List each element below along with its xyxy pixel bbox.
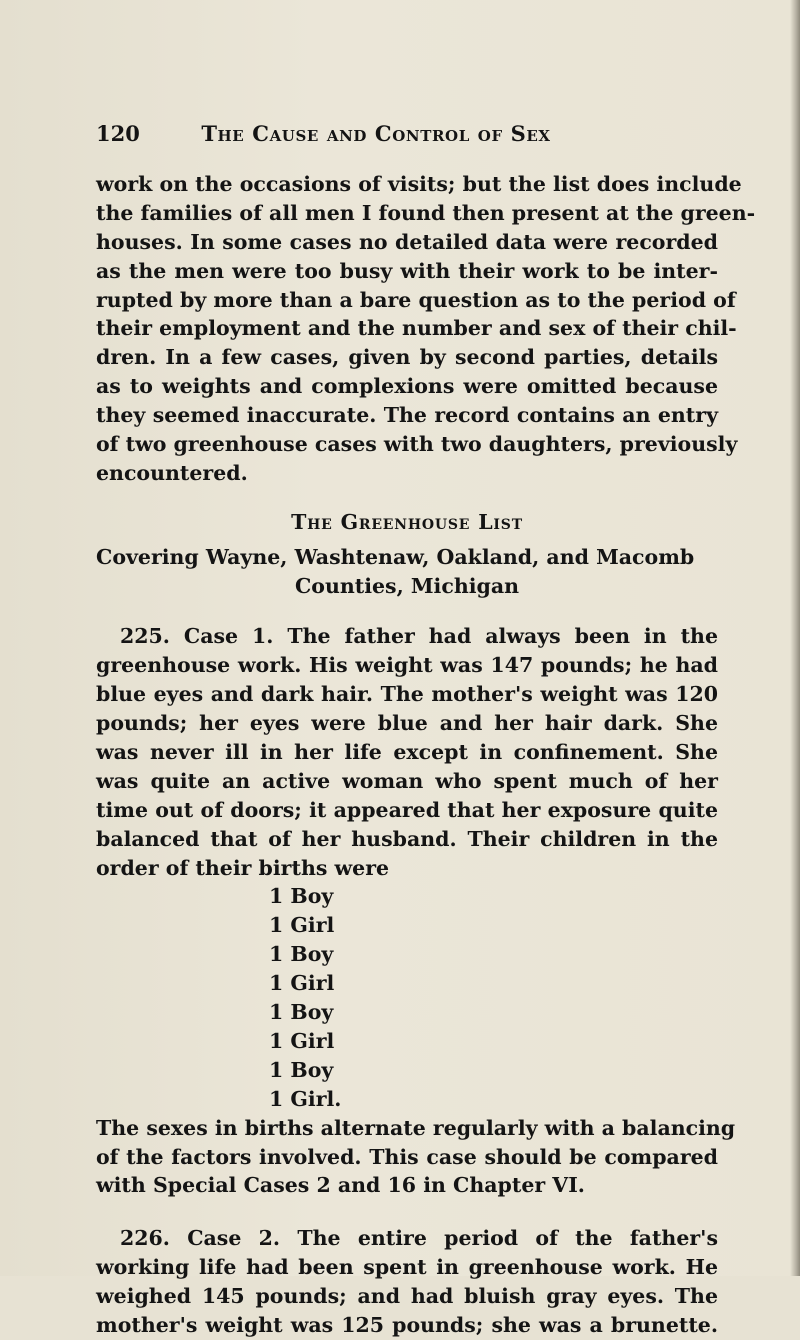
- running-header: [96, 121, 716, 146]
- text-line: as to weights and complexions were omitted because: [96, 374, 718, 399]
- text-line: 226. Case 2. The entire period of the father's: [120, 1226, 718, 1251]
- page-body: [96, 170, 756, 1340]
- list-item: 1 Girl: [269, 971, 335, 996]
- text-line: time out of doors; it appeared that her exposure quite: [96, 797, 718, 822]
- text-line: dren. In a few cases, given by second parties, details: [96, 345, 718, 370]
- text-line: work on the occasions of visits; but the list does include: [96, 172, 742, 196]
- section-subtitle: Counties, Michigan: [294, 573, 520, 598]
- text-line: was never ill in her life except in confinement. She: [96, 740, 718, 765]
- section-subtitle: Covering Wayne, Washtenaw, Oakland, and Macomb: [96, 544, 695, 569]
- text-line: houses. In some cases no detailed data were recorded: [96, 229, 718, 254]
- intro-paragraph: [96, 170, 756, 488]
- text-line: pounds; her eyes were blue and her hair dark. She: [96, 711, 718, 736]
- list-item: 1 Girl: [269, 913, 335, 938]
- list-item: 1 Boy: [269, 1000, 334, 1025]
- list-item: 1 Boy: [269, 942, 334, 967]
- text-line: 225. Case 1. The father had always been in the: [120, 624, 718, 649]
- running-title: The Cause and Control of Sex: [201, 121, 551, 146]
- page-number: 120: [96, 121, 140, 146]
- text-line: weighed 145 pounds; and had bluish gray eyes. The: [96, 1284, 718, 1309]
- text-line: blue eyes and dark hair. The mother's weight was 120: [96, 682, 718, 707]
- list-item: 1 Girl: [269, 1028, 335, 1053]
- case-2-paragraph: [96, 1224, 718, 1340]
- list-item: 1 Boy: [269, 884, 334, 909]
- case-1-paragraph: [96, 622, 718, 882]
- text-line: they seemed inaccurate. The record contains an entry: [96, 403, 718, 428]
- page-edge-shadow: [790, 0, 800, 1276]
- text-line: of two greenhouse cases with two daughters, previously: [96, 432, 738, 457]
- text-line: their employment and the number and sex of their chil-: [96, 316, 737, 341]
- text-line: the families of all men I found then present at the green-: [96, 200, 756, 225]
- text-line: order of their births were: [96, 855, 390, 880]
- text-line: rupted by more than a bare question as to the period of: [96, 287, 736, 312]
- children-list: [96, 882, 718, 1113]
- text-line: was quite an active woman who spent much of her: [96, 768, 718, 793]
- text-line: encountered.: [96, 460, 248, 485]
- section-heading: The Greenhouse List: [291, 509, 523, 534]
- text-line: with Special Cases 2 and 16 in Chapter VI.: [96, 1173, 585, 1198]
- text-line: greenhouse work. His weight was 147 pounds; he had: [96, 653, 718, 678]
- text-line: balanced that of her husband. Their children in the: [96, 826, 718, 851]
- list-item: 1 Boy: [269, 1057, 334, 1082]
- case-1-closing: [96, 1114, 736, 1201]
- text-line: working life had been spent in greenhouse work. He: [96, 1255, 718, 1280]
- text-line: of the factors involved. This case should be compared: [96, 1144, 718, 1169]
- text-line: as the men were too busy with their work to be inter-: [96, 258, 718, 283]
- text-line: The sexes in births alternate regularly with a balancing: [96, 1115, 736, 1140]
- text-line: mother's weight was 125 pounds; she was a brunette.: [96, 1312, 718, 1337]
- list-item: 1 Girl.: [269, 1086, 342, 1111]
